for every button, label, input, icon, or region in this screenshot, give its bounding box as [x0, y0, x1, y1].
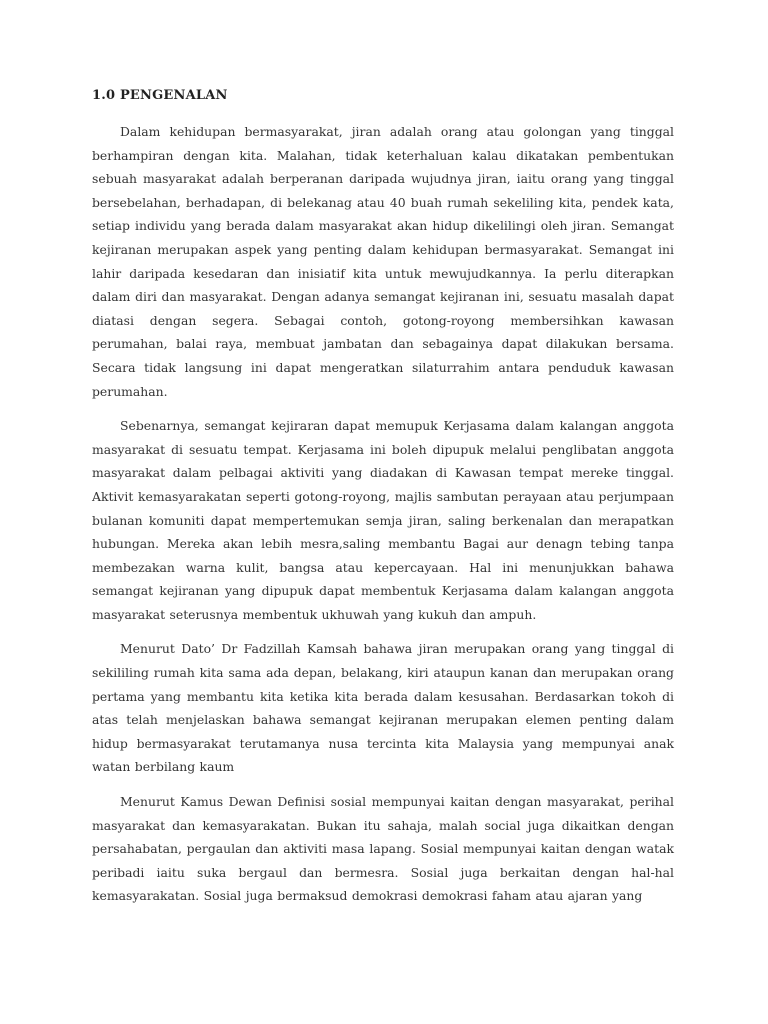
document-page — [92, 86, 674, 919]
paragraph-3: Menurut Dato’ Dr Fadzillah Kamsah bahawa jiran merupakan orang yang tinggal di sekililing rumah kita sama ada depan, belakang, kiri ataupun kanan dan merupakan orang pertama yang membantu kita ketika kita berada dalam kesusahan. Berdasarkan tokoh di atas telah menjelaskan bahawa semangat kejiranan merupakan elemen penting dalam hidup bermasyarakat terutamanya nusa tercinta kita Malaysia yang mempunyai anak watan berbilang kaum — [92, 641, 674, 775]
section-heading: 1.0 PENGENALAN — [92, 88, 228, 103]
paragraph-2: Sebenarnya, semangat kejiraran dapat memupuk Kerjasama dalam kalangan anggota masyarakat di sesuatu tempat. Kerjasama ini boleh dipupuk melalui penglibatan anggota masyarakat dalam pelbagai aktiviti yang diadakan di Kawasan tempat mereke tinggal. Aktivit kemasyarakatan seperti gotong-royong, majlis sambutan perayaan atau perjumpaan bulanan komuniti dapat mempertemukan semja jiran, saling berkenalan dan merapatkan hubungan. Mereka akan lebih mesra,saling membantu Bagai aur denagn tebing tanpa membezakan warna kulit, bangsa atau kepercayaan. Hal ini menunjukkan bahawa semangat kejiranan yang dipupuk dapat membentuk Kerjasama dalam kalangan anggota masyarakat seterusnya membentuk ukhuwah yang kukuh dan ampuh. — [92, 418, 674, 622]
paragraph-1: Dalam kehidupan bermasyarakat, jiran adalah orang atau golongan yang tinggal berhampiran dengan kita. Malahan, tidak keterhaluan kalau dikatakan pembentukan sebuah masyarakat adalah berperanan daripada wujudnya jiran, iaitu orang yang tinggal bersebelahan, berhadapan, di belekanag atau 40 buah rumah sekeliling kita, pendek kata, setiap individu yang berada dalam masyarakat akan hidup dikelilingi oleh jiran. Semangat kejiranan merupakan aspek yang penting dalam kehidupan bermasyarakat. Semangat ini lahir daripada kesedaran dan inisiatif kita untuk mewujudkannya. Ia perlu diterapkan dalam diri dan masyarakat. Dengan adanya semangat kejiranan ini, sesuatu masalah dapat diatasi dengan segera. Sebagai contoh, gotong-royong membersihkan kawasan perumahan, balai raya, membuat jambatan dan sebagainya dapat dilakukan bersama. Secara tidak langsung ini dapat mengeratkan silaturrahim antara penduduk kawasan perumahan. — [92, 124, 674, 399]
paragraph-4: Menurut Kamus Dewan Definisi sosial mempunyai kaitan dengan masyarakat, perihal masyarakat dan kemasyarakatan. Bukan itu sahaja, malah social juga dikaitkan dengan persahabatan, pergaulan dan aktiviti masa lapang. Sosial mempunyai kaitan dengan watak peribadi iaitu suka bergaul dan bermesra. Sosial juga berkaitan dengan hal-hal kemasyarakatan. Sosial juga bermaksud demokrasi demokrasi faham atau ajaran yang — [92, 794, 674, 904]
